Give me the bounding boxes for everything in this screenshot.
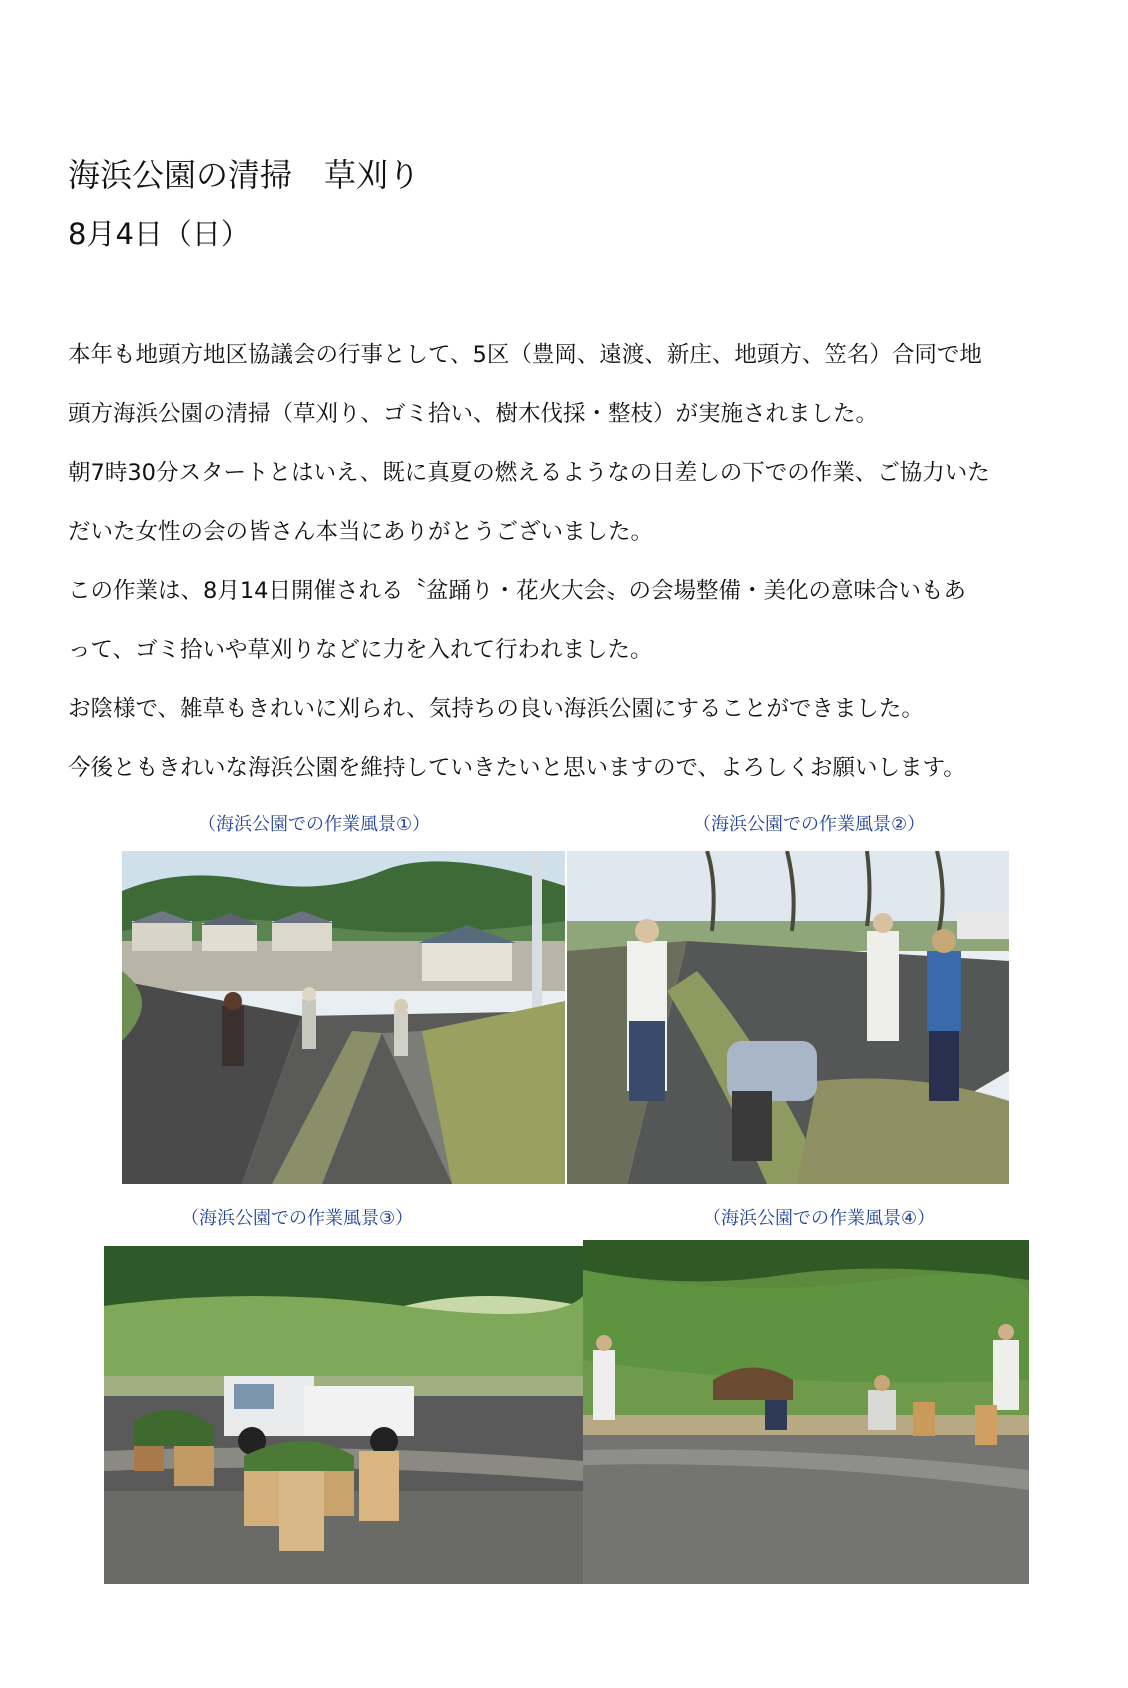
- event-date: 8月4日（日）: [68, 217, 250, 251]
- body-line: お陰様で、雑草もきれいに刈られ、気持ちの良い海浜公園にすることができました。: [68, 696, 924, 722]
- page-title: 海浜公園の清掃 草刈り: [68, 156, 421, 194]
- body-line: 頭方海浜公園の清掃（草刈り、ゴミ拾い、樹木伐採・整枝）が実施されました。: [68, 401, 879, 427]
- photo-caption-3: （海浜公園での作業風景③）: [181, 1208, 414, 1229]
- body-line: この作業は、8月14日開催される〝盆踊り・花火大会〟の会場整備・美化の意味合いもあ: [68, 578, 966, 604]
- body-line: 朝7時30分スタートとはいえ、既に真夏の燃えるようなの日差しの下での作業、ご協力いた: [68, 460, 990, 486]
- body-line: だいた女性の会の皆さん本当にありがとうございました。: [68, 519, 654, 545]
- photo-caption-4: （海浜公園での作業風景④）: [703, 1208, 936, 1229]
- body-line: って、ゴミ拾いや草刈りなどに力を入れて行われました。: [68, 637, 653, 663]
- photo-2: [567, 851, 1009, 1184]
- body-line: 本年も地頭方地区協議会の行事として、5区（豊岡、遠渡、新庄、地頭方、笠名）合同で地: [68, 342, 982, 368]
- photo-1: [122, 851, 565, 1184]
- photo-3: [104, 1246, 583, 1584]
- article-body: [68, 335, 1088, 807]
- body-line: 今後ともきれいな海浜公園を維持していきたいと思いますので、よろしくお願いします。: [68, 755, 966, 781]
- photo-4: [583, 1240, 1029, 1584]
- photo-caption-1: （海浜公園での作業風景①）: [198, 814, 431, 835]
- photo-caption-2: （海浜公園での作業風景②）: [693, 814, 926, 835]
